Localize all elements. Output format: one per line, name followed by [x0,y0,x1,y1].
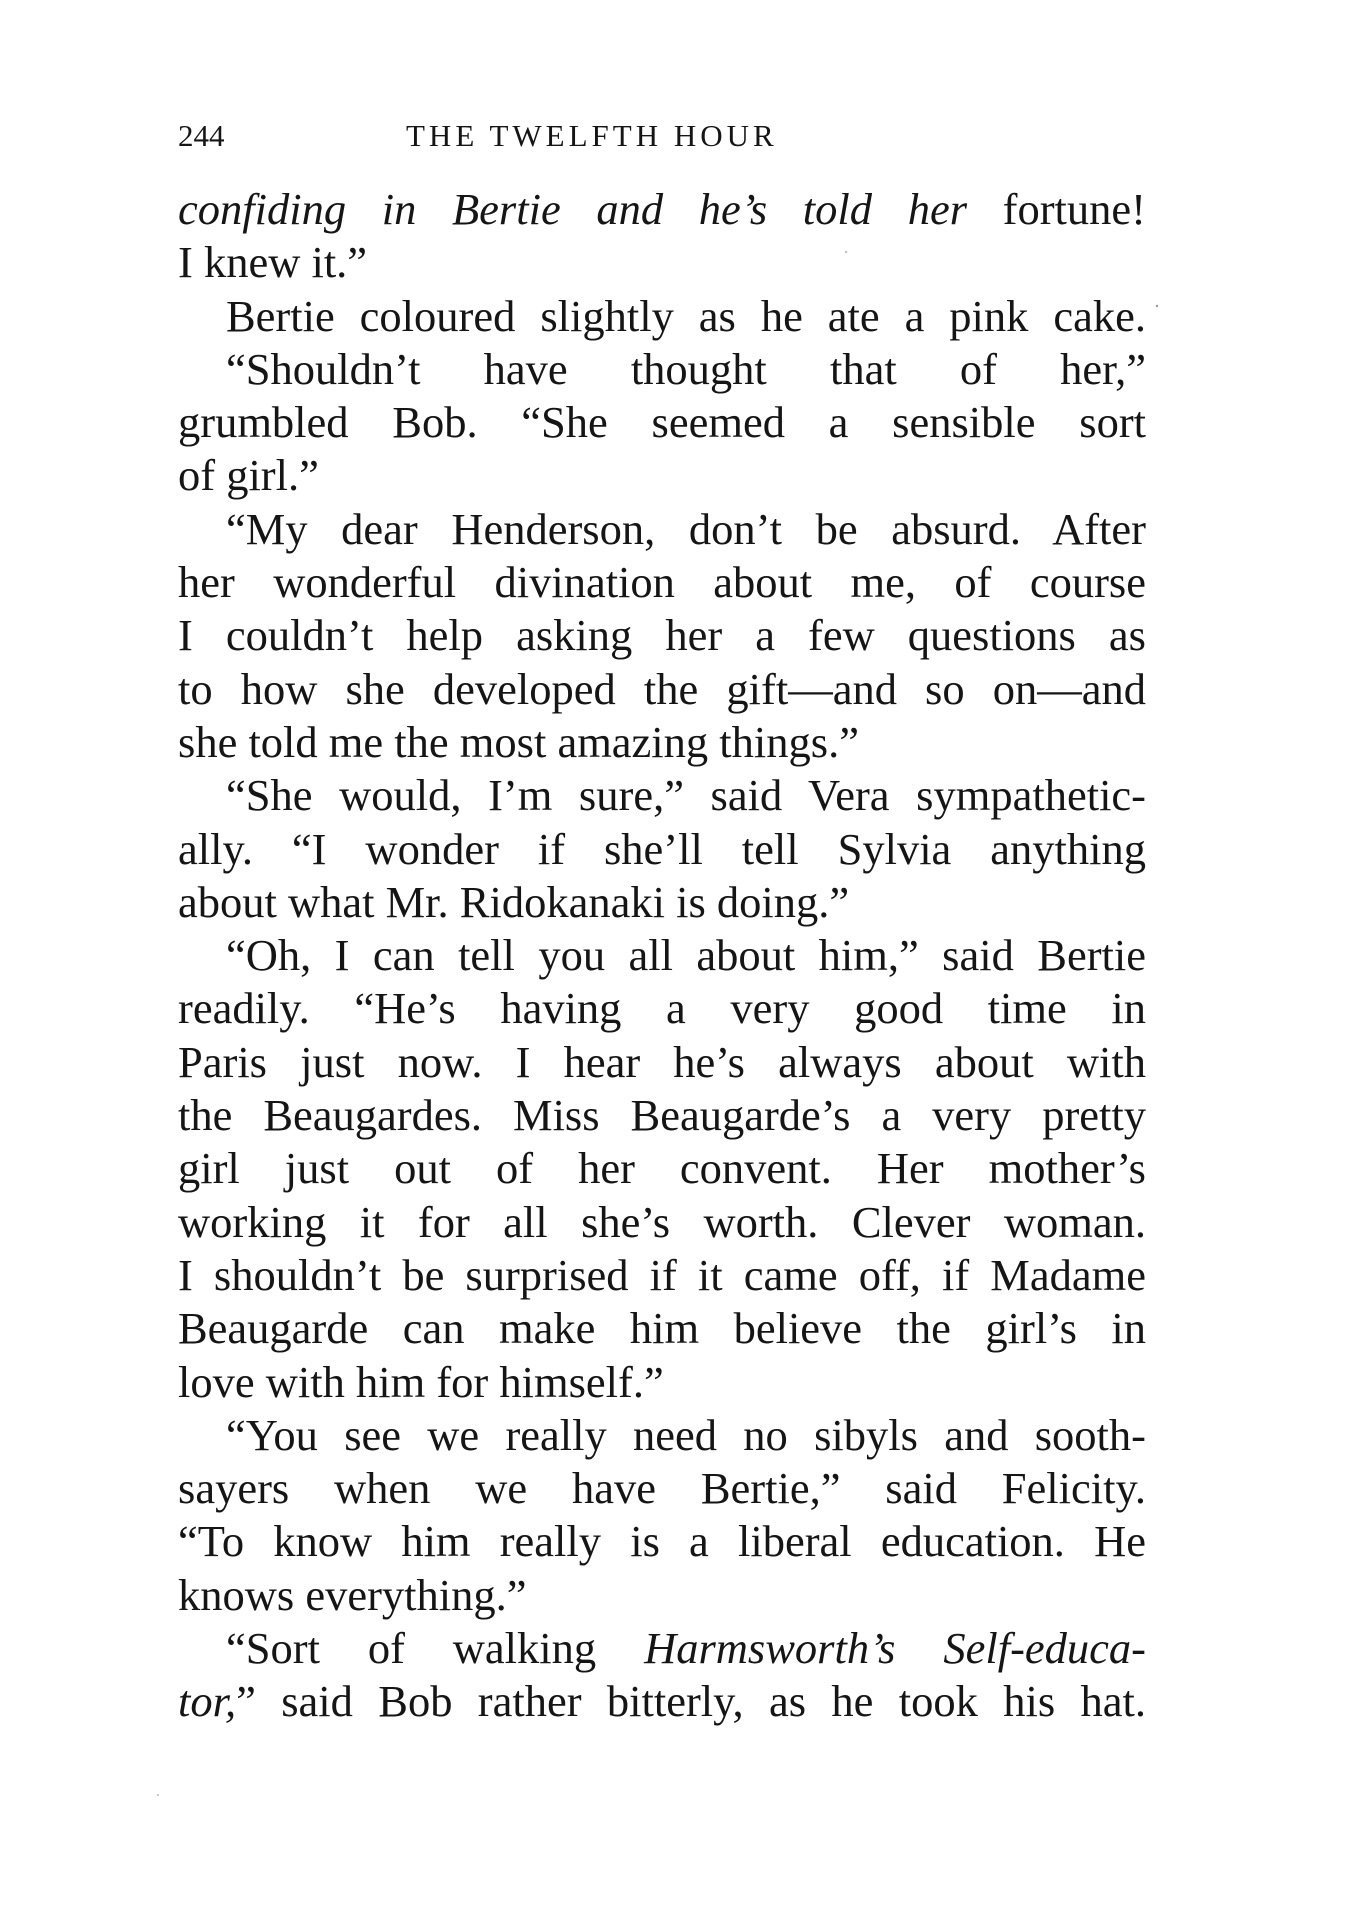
text-segment: readily. “He’s having a very good time in [178,983,1146,1034]
text-segment: Paris just now. I hear he’s always about with [178,1036,1146,1087]
text-segment: grumbled Bob. “She seemed a sensible sort [178,397,1146,448]
text-segment: “Shouldn’t have thought that of her,” [226,343,1146,394]
text-line [178,929,1146,982]
text-line [178,1409,1146,1462]
text-segment: “You see we really need no sibyls and sooth- [226,1409,1146,1460]
text-segment: “To know him really is a liberal education. He [178,1516,1146,1567]
text-line [178,1302,1146,1355]
text-line [178,982,1146,1035]
text-line [178,1142,1146,1195]
italic-text: Harmsworth’s Self-educa- [644,1623,1146,1674]
text-segment: about what Mr. Ridokanaki is doing.” [178,876,850,927]
text-segment: “My dear Henderson, don’t be absurd. After [226,503,1146,554]
text-segment: working it for all she’s worth. Clever woman. [178,1196,1146,1247]
text-segment: her wonderful divination about me, of course [178,557,1146,608]
italic-text: confiding in Bertie and he’s told [178,184,908,234]
text-line [178,449,1146,502]
text-line [178,876,1146,929]
text-line [178,290,1146,343]
text-segment: “Oh, I can tell you all about him,” said Bertie [226,930,1146,981]
text-segment: sayers when we have Bertie,” said Felicity. [178,1463,1146,1514]
text-line [178,343,1146,396]
text-segment: girl just out of her convent. Her mother’s [178,1143,1146,1194]
running-head: THE TWELFTH HOUR [406,118,778,153]
text-segment: the Beaugardes. Miss Beaugarde’s a very pretty [178,1090,1146,1141]
text-segment: Beaugarde can make him believe the girl’s in [178,1303,1146,1354]
text-line [178,236,1146,289]
italic-text: her [907,184,968,234]
text-line [178,1515,1146,1568]
page-number: 244 [178,118,225,153]
text-segment: “Sort of walking [226,1623,645,1674]
text-line [178,503,1146,556]
text-line [178,1675,1146,1728]
text-segment: she told me the most amazing things.” [178,716,859,767]
text-line [178,183,1146,236]
text-line [178,396,1146,449]
text-line [178,1089,1146,1142]
body-text [178,183,1146,1729]
text-segment: love with him for himself.” [178,1356,664,1407]
page-header [178,118,1138,158]
paper-speck [157,1794,159,1796]
text-line [178,663,1146,716]
text-segment: ” said Bob rather bitterly, as he took his hat. [236,1676,1146,1727]
text-segment: to how she developed the gift—and so on—and [178,663,1146,714]
text-segment: “She would, I’m sure,” said Vera sympathetic- [226,770,1146,821]
text-line [178,1356,1146,1409]
text-line [178,609,1146,662]
text-line [178,1569,1146,1622]
text-segment: I knew it.” [178,237,368,288]
text-line [178,556,1146,609]
text-segment: I couldn’t help asking her a few questions as [178,610,1146,661]
text-segment: fortune! [967,184,1146,234]
text-line [178,769,1146,822]
text-line [178,1249,1146,1302]
text-line [178,823,1146,876]
text-line [178,1622,1146,1675]
text-segment: knows everything.” [178,1569,527,1620]
text-segment: Bertie coloured slightly as he ate a pink cake. [226,290,1146,341]
text-segment: of girl.” [178,450,319,501]
text-segment: ally. “I wonder if she’ll tell Sylvia anything [178,823,1146,874]
text-line [178,1196,1146,1249]
italic-text: tor, [178,1676,237,1727]
text-line [178,1462,1146,1515]
text-line [178,1036,1146,1089]
paper-speck [1156,305,1158,307]
text-segment: I shouldn’t be surprised if it came off, if Madame [178,1249,1146,1300]
text-line [178,716,1146,769]
